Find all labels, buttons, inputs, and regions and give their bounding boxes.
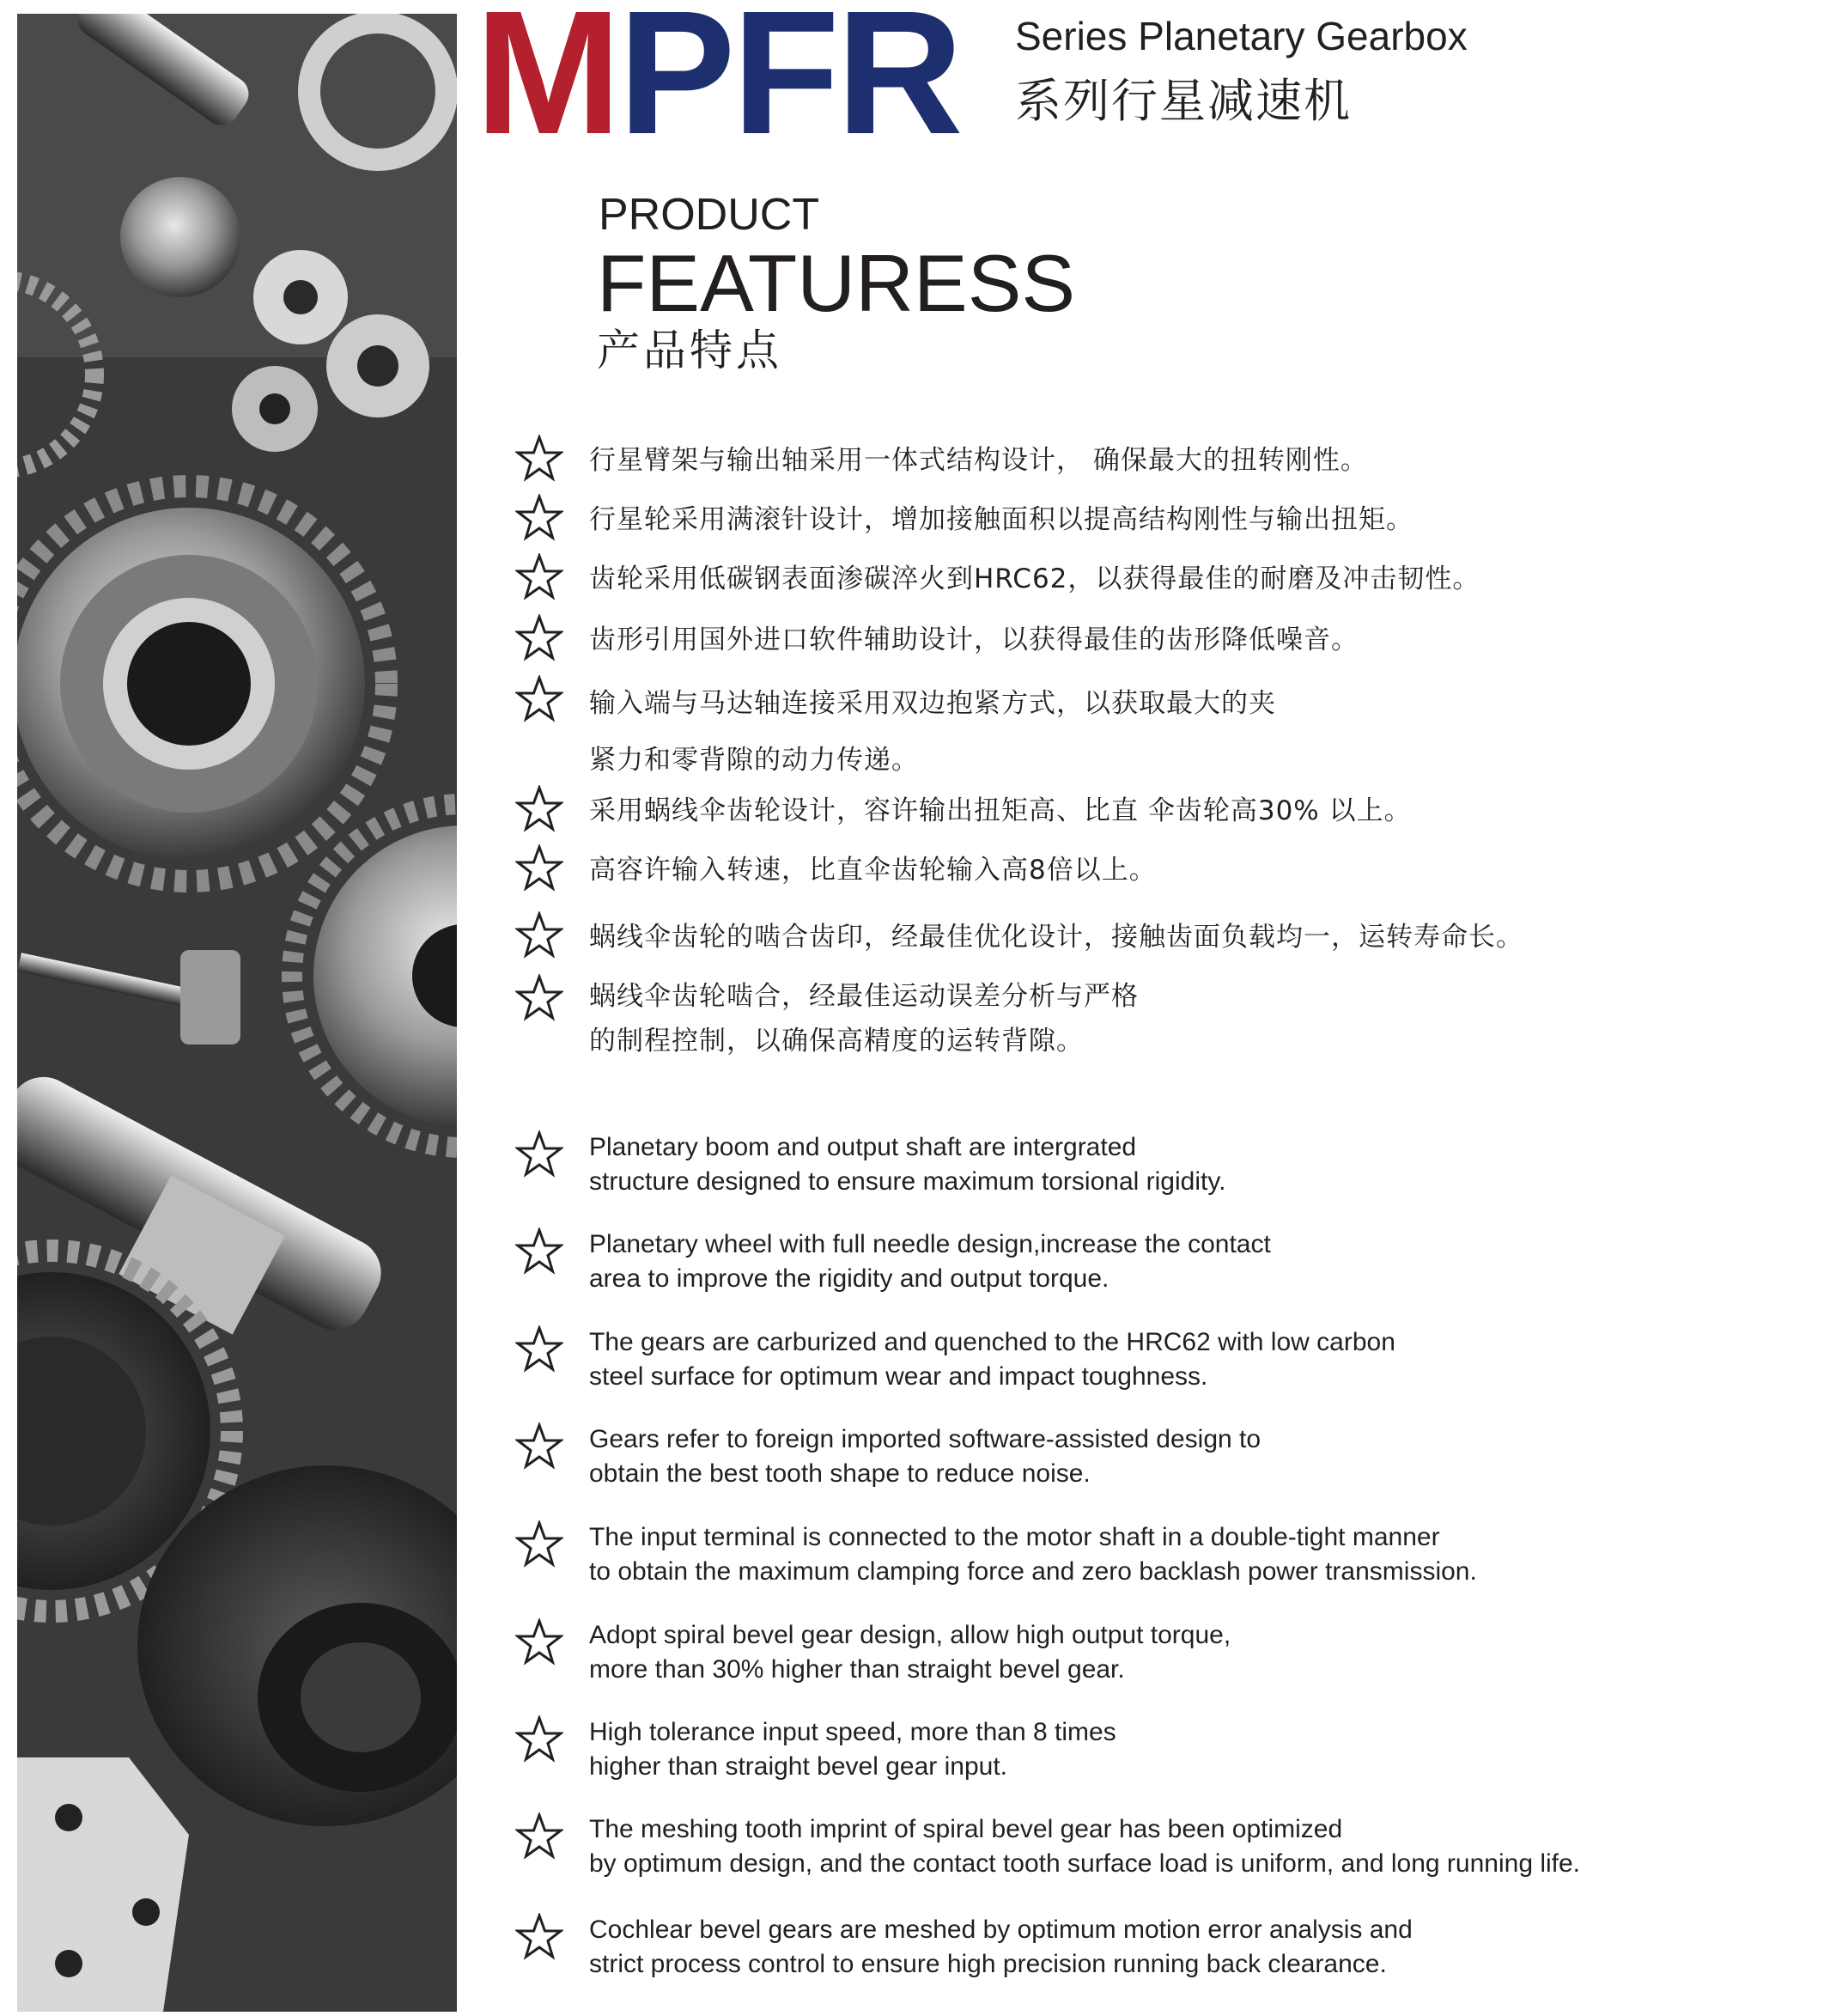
- feature-text: Planetary boom and output shaft are intergrated: [589, 1133, 1137, 1161]
- feature-text: The input terminal is connected to the motor shaft in a double-tight manner: [589, 1523, 1440, 1551]
- feature-text: Adopt spiral bevel gear design, allow high output torque,: [589, 1621, 1231, 1649]
- feature-text: High tolerance input speed, more than 8 times: [589, 1718, 1116, 1746]
- feature-text: structure designed to ensure maximum torsional rigidity.: [589, 1167, 1226, 1196]
- feature-text: more than 30% higher than straight bevel gear.: [589, 1655, 1125, 1684]
- section-title-product: PRODUCT: [599, 190, 820, 240]
- feature-text: 紧力和零背隙的动力传递。: [589, 745, 919, 776]
- star-outline-icon: [515, 911, 563, 959]
- feature-text: 蜗线伞齿轮啮合，经最佳运动误差分析与严格: [589, 981, 1139, 1012]
- star-outline-icon: [515, 1520, 563, 1568]
- feature-text: steel surface for optimum wear and impact toughness.: [589, 1362, 1208, 1391]
- series-title-en: Series Planetary Gearbox: [1015, 14, 1468, 58]
- feature-text: to obtain the maximum clamping force and zero backlash power transmission.: [589, 1557, 1477, 1586]
- feature-text: 行星臂架与输出轴采用一体式结构设计， 确保最大的扭转刚性。: [589, 445, 1368, 476]
- star-outline-icon: [515, 974, 563, 1022]
- section-title-cn: 产品特点: [597, 326, 782, 375]
- feature-text: 蜗线伞齿轮的啮合齿印，经最佳优化设计，接触齿面负载均一，运转寿命长。: [589, 922, 1523, 953]
- feature-text: 的制程控制，以确保高精度的运转背隙。: [589, 1026, 1084, 1057]
- star-outline-icon: [515, 1130, 563, 1179]
- feature-text: 行星轮采用满滚针设计，增加接触面积以提高结构刚性与输出扭矩。: [589, 504, 1413, 535]
- star-outline-icon: [515, 1715, 563, 1763]
- star-outline-icon: [515, 785, 563, 833]
- feature-text: Cochlear bevel gears are meshed by optimum motion error analysis and: [589, 1916, 1413, 1944]
- feature-text: obtain the best tooth shape to reduce noise.: [589, 1459, 1091, 1488]
- feature-text: 输入端与马达轴连接采用双边抱紧方式，以获取最大的夹: [589, 688, 1276, 719]
- feature-text: 高容许输入转速，比直伞齿轮输入高8倍以上。: [589, 855, 1157, 886]
- feature-text: 齿形引用国外进口软件辅助设计，以获得最佳的齿形降低噪音。: [589, 624, 1359, 655]
- series-title-cn: 系列行星减速机: [1015, 74, 1352, 128]
- star-outline-icon: [515, 614, 563, 662]
- star-outline-icon: [515, 435, 563, 483]
- feature-text: higher than straight bevel gear input.: [589, 1752, 1007, 1781]
- feature-text: 齿轮采用低碳钢表面渗碳淬火到HRC62，以获得最佳的耐磨及冲击韧性。: [589, 563, 1480, 594]
- star-outline-icon: [515, 844, 563, 892]
- star-outline-icon: [515, 1913, 563, 1961]
- star-outline-icon: [515, 675, 563, 723]
- section-title-features: FEATURESS: [597, 238, 1076, 328]
- feature-text: strict process control to ensure high precision running back clearance.: [589, 1950, 1387, 1978]
- feature-text: Gears refer to foreign imported software-assisted design to: [589, 1425, 1261, 1453]
- feature-text: 采用蜗线伞齿轮设计，容许输出扭矩高、比直 伞齿轮高30% 以上。: [589, 795, 1412, 826]
- star-outline-icon: [515, 553, 563, 601]
- gears-photo: [17, 14, 457, 2012]
- feature-text: by optimum design, and the contact tooth surface load is uniform, and long running life.: [589, 1849, 1581, 1878]
- feature-text: The gears are carburized and quenched to the HRC62 with low carbon: [589, 1328, 1395, 1356]
- star-outline-icon: [515, 494, 563, 542]
- star-outline-icon: [515, 1812, 563, 1861]
- logo-letter-m: M: [475, 0, 618, 171]
- star-outline-icon: [515, 1325, 563, 1373]
- star-outline-icon: [515, 1422, 563, 1471]
- feature-text: The meshing tooth imprint of spiral bevel gear has been optimized: [589, 1815, 1343, 1843]
- feature-text: area to improve the rigidity and output torque.: [589, 1264, 1110, 1293]
- feature-text: Planetary wheel with full needle design,increase the contact: [589, 1230, 1271, 1258]
- mpfr-logo: [475, 0, 960, 171]
- star-outline-icon: [515, 1227, 563, 1276]
- star-outline-icon: [515, 1618, 563, 1666]
- logo-letters-pfr: PFR: [617, 0, 960, 171]
